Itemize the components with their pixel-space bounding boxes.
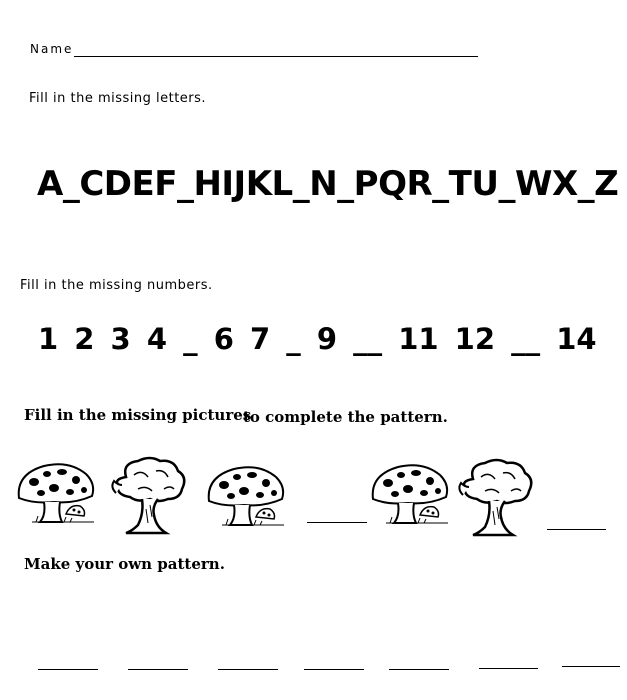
name-input-line[interactable] bbox=[74, 56, 478, 57]
tree-icon bbox=[455, 457, 537, 539]
own-pattern-blank-2[interactable] bbox=[128, 669, 188, 670]
own-pattern-blank-1[interactable] bbox=[38, 669, 98, 670]
own-pattern-blank-4[interactable] bbox=[304, 669, 364, 670]
name-label: Name bbox=[30, 42, 74, 56]
own-pattern-blank-5[interactable] bbox=[389, 669, 449, 670]
number-sequence: 1 2 3 4 _ 6 7 _ 9 __ 11 12 __ 14 bbox=[38, 322, 597, 356]
numbers-instruction: Fill in the missing numbers. bbox=[20, 278, 213, 293]
mushroom-icon bbox=[14, 460, 96, 526]
mushroom-icon bbox=[368, 461, 450, 527]
pictures-instruction-part1: Fill in the missing pictures bbox=[24, 406, 252, 424]
missing-picture-blank-1[interactable] bbox=[307, 522, 367, 523]
own-pattern-instruction: Make your own pattern. bbox=[24, 555, 225, 573]
mushroom-icon bbox=[204, 463, 286, 529]
letters-instruction: Fill in the missing letters. bbox=[29, 91, 207, 106]
missing-picture-blank-2[interactable] bbox=[547, 529, 606, 530]
pictures-instruction-part2: to complete the pattern. bbox=[243, 408, 448, 426]
alphabet-sequence: A_CDEF_HIJKL_N_PQR_TU_WX_Z bbox=[37, 164, 619, 204]
tree-icon bbox=[108, 455, 190, 537]
own-pattern-blank-6[interactable] bbox=[479, 668, 538, 669]
own-pattern-blank-7[interactable] bbox=[562, 666, 620, 667]
own-pattern-blank-3[interactable] bbox=[218, 669, 278, 670]
